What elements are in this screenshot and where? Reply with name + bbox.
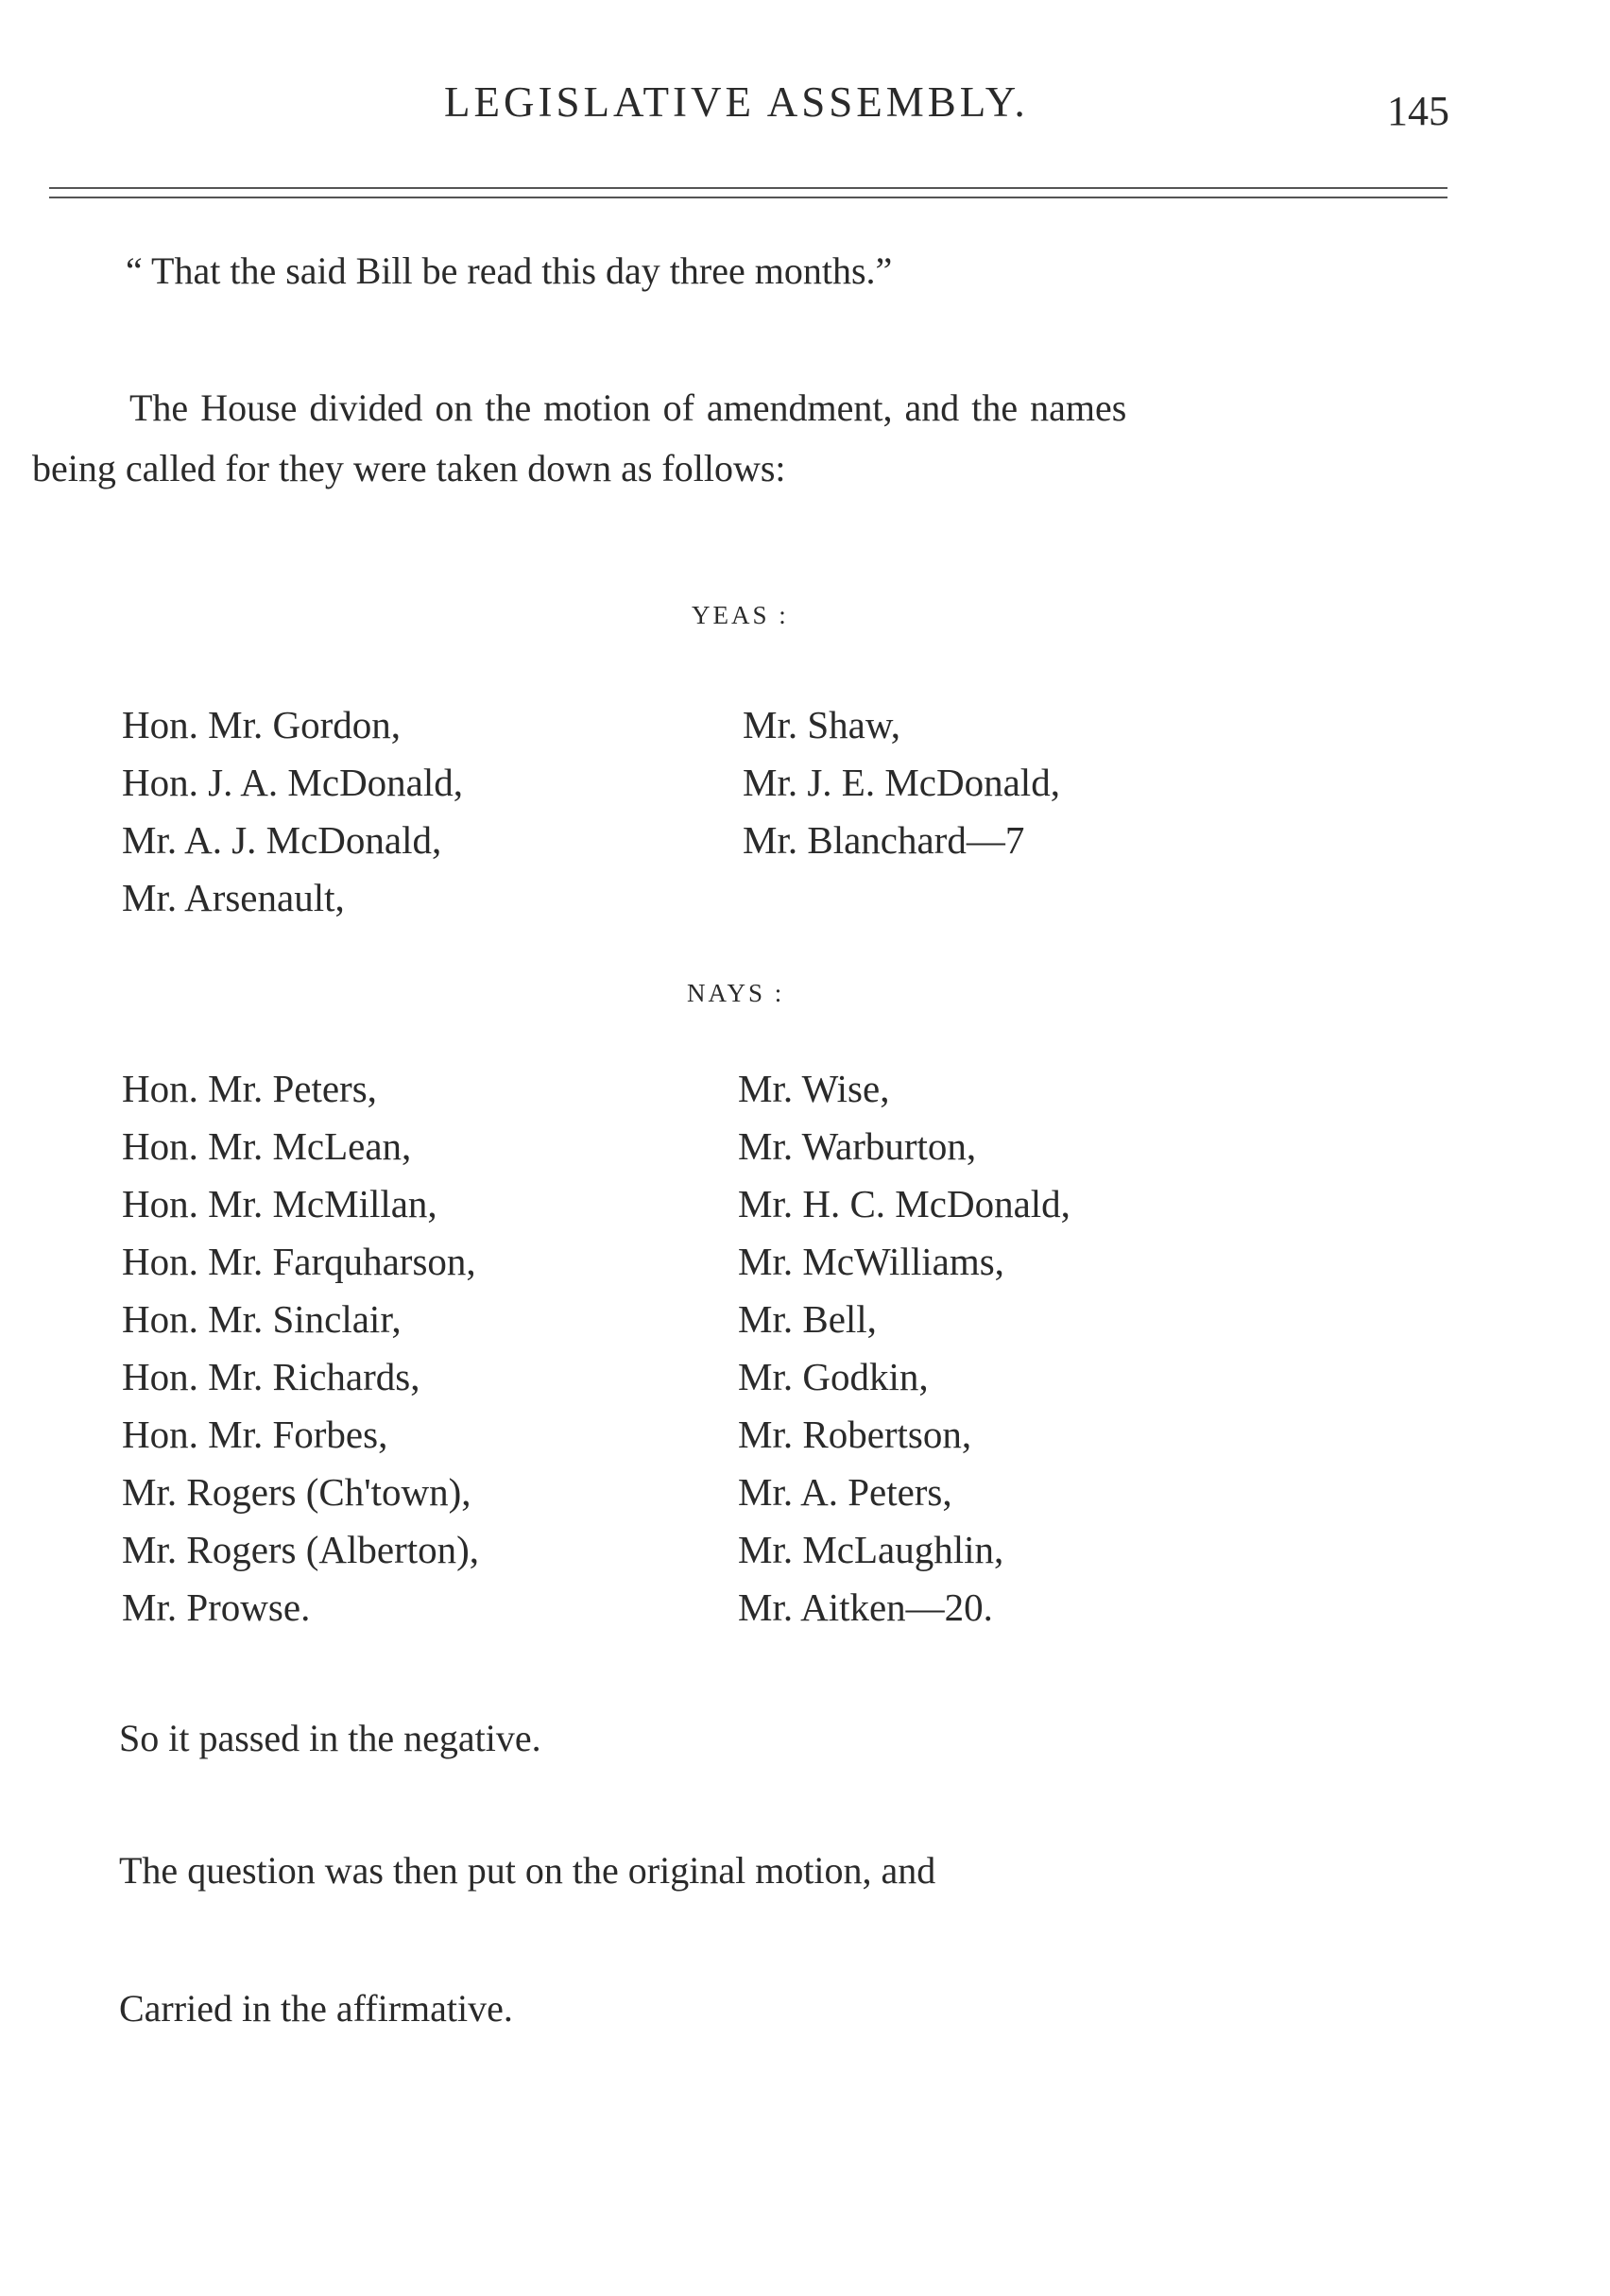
list-item: Mr. Arsenault,: [122, 876, 345, 919]
list-item: Mr. McLaughlin,: [738, 1528, 1004, 1571]
list-item: Hon. Mr. Farquharson,: [122, 1240, 476, 1283]
list-item: Mr. A. Peters,: [738, 1470, 952, 1514]
result-affirmative: Carried in the affirmative.: [119, 1987, 513, 2030]
list-item: Mr. McWilliams,: [738, 1240, 1004, 1283]
list-item: Mr. A. J. McDonald,: [122, 818, 442, 862]
page-number: 145: [1387, 88, 1449, 134]
list-item: Mr. H. C. McDonald,: [738, 1182, 1070, 1225]
list-item: Mr. Blanchard—7: [743, 818, 1025, 862]
list-item: Mr. J. E. McDonald,: [743, 761, 1060, 804]
list-item: Mr. Aitken—20.: [738, 1585, 993, 1629]
list-item: Mr. Rogers (Ch'town),: [122, 1470, 471, 1514]
nays-list-left: [122, 1060, 479, 1636]
yeas-heading: YEAS :: [692, 601, 789, 629]
quoted-amendment: “ That the said Bill be read this day three months.”: [126, 249, 893, 292]
yeas-list-left: [122, 696, 463, 927]
list-item: Mr. Shaw,: [743, 703, 901, 746]
list-item: Mr. Robertson,: [738, 1413, 972, 1456]
running-head: LEGISLATIVE ASSEMBLY.: [444, 78, 1029, 126]
result-negative: So it passed in the negative.: [119, 1717, 541, 1759]
list-item: Mr. Wise,: [738, 1067, 890, 1110]
list-item: Mr. Warburton,: [738, 1124, 977, 1168]
list-item: Hon. Mr. Sinclair,: [122, 1297, 402, 1341]
list-item: Hon. J. A. McDonald,: [122, 761, 464, 804]
nays-list-right: [738, 1060, 1070, 1636]
division-paragraph-line-2: being called for they were taken down as follows:: [32, 447, 786, 489]
yeas-list-right: [743, 696, 1060, 869]
nays-heading: NAYS :: [687, 979, 785, 1007]
list-item: Hon. Mr. Gordon,: [122, 703, 401, 746]
list-item: Mr. Rogers (Alberton),: [122, 1528, 480, 1571]
list-item: Mr. Godkin,: [738, 1355, 929, 1398]
header-rule-top: [49, 187, 1447, 189]
list-item: Hon. Mr. Peters,: [122, 1067, 377, 1110]
division-paragraph-line-1: The House divided on the motion of amendment, and the names: [129, 386, 1127, 429]
list-item: Mr. Bell,: [738, 1297, 877, 1341]
list-item: Mr. Prowse.: [122, 1585, 311, 1629]
list-item: Hon. Mr. Forbes,: [122, 1413, 388, 1456]
list-item: Hon. Mr. McLean,: [122, 1124, 412, 1168]
header-rule-bottom: [49, 197, 1447, 198]
list-item: Hon. Mr. Richards,: [122, 1355, 420, 1398]
original-motion-line: The question was then put on the original motion, and: [119, 1849, 936, 1892]
list-item: Hon. Mr. McMillan,: [122, 1182, 437, 1225]
